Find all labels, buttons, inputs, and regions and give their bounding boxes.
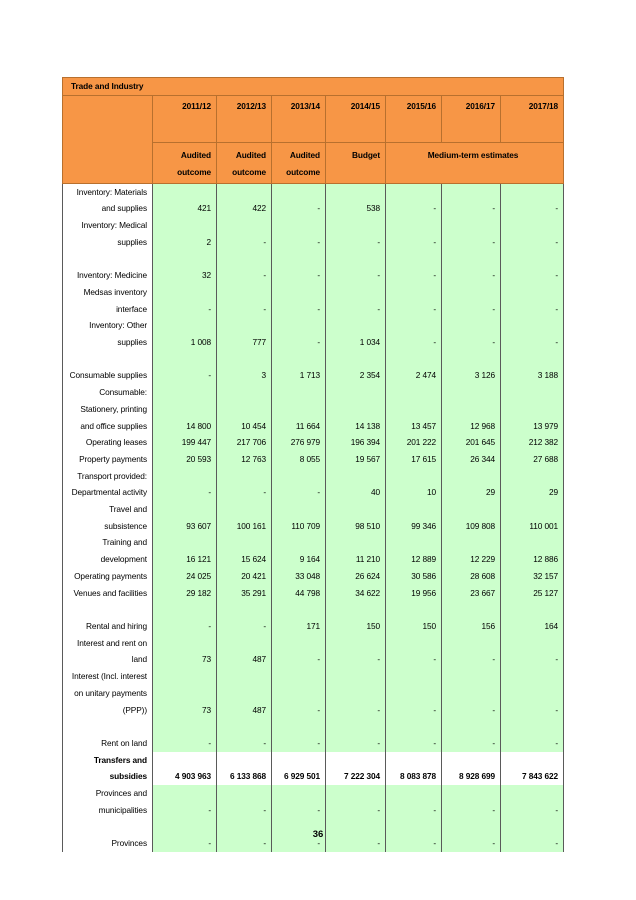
audited-outcome-header: Audited outcome (217, 142, 272, 183)
value-cell: - (442, 251, 501, 284)
value-cell: 29 (442, 468, 501, 501)
value-cell: 276 979 (272, 434, 326, 451)
year-header: 2011/12 (153, 95, 217, 142)
value-cell: - (326, 785, 386, 818)
value-cell: - (217, 251, 272, 284)
value-cell: - (272, 468, 326, 501)
value-cell: - (386, 668, 442, 718)
table-row (63, 668, 564, 718)
row-label: Transfers and subsidies (63, 752, 153, 785)
value-cell: - (272, 217, 326, 250)
value-cell: 9 164 (272, 534, 326, 567)
table-row (63, 718, 564, 751)
row-label: Inventory: Medicine (63, 251, 153, 284)
row-label: Operating payments (63, 568, 153, 585)
value-cell: - (501, 785, 564, 818)
value-cell: 4 903 963 (153, 752, 217, 785)
row-label: Interest (Incl. interest on unitary payments (PPP)) (63, 668, 153, 718)
table-row (63, 752, 564, 785)
value-cell: - (217, 818, 272, 851)
table-title-row (63, 78, 564, 96)
value-cell: 73 (153, 668, 217, 718)
table-title: Trade and Industry (63, 78, 564, 96)
value-cell: - (153, 601, 217, 634)
value-cell: - (326, 668, 386, 718)
row-label: Travel and subsistence (63, 501, 153, 534)
value-cell: 19 956 (386, 585, 442, 602)
value-cell: 1 034 (326, 317, 386, 350)
value-cell: 8 928 699 (442, 752, 501, 785)
value-cell: 212 382 (501, 434, 564, 451)
row-label: Property payments (63, 451, 153, 468)
value-cell: 217 706 (217, 434, 272, 451)
value-cell: 11 664 (272, 384, 326, 434)
value-cell: - (442, 635, 501, 668)
value-cell: 196 394 (326, 434, 386, 451)
audited-outcome-header: Audited outcome (272, 142, 326, 183)
value-cell: - (386, 317, 442, 350)
value-cell: 12 763 (217, 451, 272, 468)
table-row (63, 501, 564, 534)
value-cell: - (326, 251, 386, 284)
value-cell: 12 886 (501, 534, 564, 567)
value-cell: 156 (442, 601, 501, 634)
value-cell: 150 (326, 601, 386, 634)
value-cell: 10 (386, 468, 442, 501)
year-header: 2013/14 (272, 95, 326, 142)
value-cell: 8 083 878 (386, 752, 442, 785)
table-row (63, 468, 564, 501)
value-cell: - (326, 635, 386, 668)
value-cell: 538 (326, 183, 386, 217)
value-cell: 7 222 304 (326, 752, 386, 785)
page-number: 36 (312, 829, 324, 840)
value-cell: 487 (217, 668, 272, 718)
value-cell: 33 048 (272, 568, 326, 585)
value-cell: - (217, 601, 272, 634)
value-cell: - (386, 284, 442, 317)
value-cell: - (272, 183, 326, 217)
value-cell: 30 586 (386, 568, 442, 585)
value-cell: - (501, 668, 564, 718)
value-cell: - (442, 785, 501, 818)
value-cell: - (272, 718, 326, 751)
value-cell: - (272, 284, 326, 317)
value-cell: 12 889 (386, 534, 442, 567)
value-cell: - (217, 217, 272, 250)
table-row (63, 284, 564, 317)
value-cell: - (386, 183, 442, 217)
row-label: Operating leases (63, 434, 153, 451)
row-label: Inventory: Medical supplies (63, 217, 153, 250)
value-cell: 40 (326, 468, 386, 501)
value-cell: 32 (153, 251, 217, 284)
row-label: Rental and hiring (63, 601, 153, 634)
value-cell: 23 667 (442, 585, 501, 602)
row-label: Transport provided: Departmental activity (63, 468, 153, 501)
row-label: Consumable: Stationery, printing and office supplies (63, 384, 153, 434)
audited-outcome-header: Audited outcome (153, 142, 217, 183)
value-cell: 201 222 (386, 434, 442, 451)
value-cell: - (442, 284, 501, 317)
value-cell: - (442, 668, 501, 718)
value-cell: 26 624 (326, 568, 386, 585)
value-cell: 150 (386, 601, 442, 634)
value-cell: - (153, 818, 217, 851)
budget-table (62, 77, 564, 852)
row-label: Venues and facilities (63, 585, 153, 602)
value-cell: 110 709 (272, 501, 326, 534)
value-cell: 14 800 (153, 384, 217, 434)
table-row (63, 183, 564, 217)
value-cell: - (501, 284, 564, 317)
row-label: Provinces and municipalities (63, 785, 153, 818)
value-cell: - (501, 718, 564, 751)
value-cell: - (501, 317, 564, 350)
table-row (63, 384, 564, 434)
value-cell: 2 354 (326, 351, 386, 384)
value-cell: 12 229 (442, 534, 501, 567)
row-label: Inventory: Materials and supplies (63, 183, 153, 217)
value-cell: - (217, 785, 272, 818)
table-row (63, 585, 564, 602)
value-cell: 13 457 (386, 384, 442, 434)
value-cell: 8 055 (272, 451, 326, 468)
row-label: Consumable supplies (63, 351, 153, 384)
year-header-row (63, 95, 564, 142)
table-row (63, 317, 564, 350)
value-cell: 73 (153, 635, 217, 668)
value-cell: 34 622 (326, 585, 386, 602)
value-cell: 29 (501, 468, 564, 501)
value-cell: 100 161 (217, 501, 272, 534)
table-row (63, 785, 564, 818)
value-cell: 3 188 (501, 351, 564, 384)
value-cell: - (272, 785, 326, 818)
value-cell: - (272, 317, 326, 350)
value-cell: - (153, 718, 217, 751)
value-cell: 98 510 (326, 501, 386, 534)
value-cell: 12 968 (442, 384, 501, 434)
table-row (63, 451, 564, 468)
value-cell: 24 025 (153, 568, 217, 585)
value-cell: - (442, 818, 501, 851)
value-cell: 199 447 (153, 434, 217, 451)
value-cell: 2 474 (386, 351, 442, 384)
table-row (63, 217, 564, 250)
value-cell: - (153, 284, 217, 317)
value-cell: - (386, 635, 442, 668)
table-row (63, 635, 564, 668)
value-cell: - (501, 635, 564, 668)
value-cell: - (501, 217, 564, 250)
value-cell: - (386, 785, 442, 818)
value-cell: - (386, 818, 442, 851)
value-cell: 487 (217, 635, 272, 668)
table-row (63, 251, 564, 284)
value-cell: 20 593 (153, 451, 217, 468)
year-header: 2012/13 (217, 95, 272, 142)
value-cell: 15 624 (217, 534, 272, 567)
value-cell: 13 979 (501, 384, 564, 434)
value-cell: 20 421 (217, 568, 272, 585)
value-cell: 99 346 (386, 501, 442, 534)
value-cell: 2 (153, 217, 217, 250)
year-header: 2016/17 (442, 95, 501, 142)
row-label: Medsas inventory interface (63, 284, 153, 317)
value-cell: 29 182 (153, 585, 217, 602)
value-cell: 3 (217, 351, 272, 384)
value-cell: - (153, 785, 217, 818)
table-row (63, 601, 564, 634)
value-cell: 1 713 (272, 351, 326, 384)
value-cell: - (326, 818, 386, 851)
value-cell: 6 133 868 (217, 752, 272, 785)
value-cell: - (386, 217, 442, 250)
table-row (63, 568, 564, 585)
value-cell: 171 (272, 601, 326, 634)
value-cell: 93 607 (153, 501, 217, 534)
value-cell: - (217, 284, 272, 317)
value-cell: - (272, 251, 326, 284)
value-cell: - (501, 183, 564, 217)
value-cell: 17 615 (386, 451, 442, 468)
value-cell: - (501, 251, 564, 284)
value-cell: 422 (217, 183, 272, 217)
value-cell: 777 (217, 317, 272, 350)
row-label: Provinces (63, 818, 153, 851)
value-cell: 110 001 (501, 501, 564, 534)
year-header: 2015/16 (386, 95, 442, 142)
medium-term-estimates-header: Medium-term estimates (386, 142, 564, 183)
value-cell: 7 843 622 (501, 752, 564, 785)
row-label: Rent on land (63, 718, 153, 751)
value-cell: - (326, 284, 386, 317)
value-cell: - (272, 635, 326, 668)
value-cell: - (326, 217, 386, 250)
value-cell: 109 808 (442, 501, 501, 534)
value-cell: 16 121 (153, 534, 217, 567)
value-cell: 26 344 (442, 451, 501, 468)
row-label: Interest and rent on land (63, 635, 153, 668)
value-cell: - (442, 718, 501, 751)
row-label: Inventory: Other supplies (63, 317, 153, 350)
header-blank-cell (63, 95, 153, 183)
value-cell: 6 929 501 (272, 752, 326, 785)
year-header: 2017/18 (501, 95, 564, 142)
table-row (63, 534, 564, 567)
value-cell: - (217, 468, 272, 501)
value-cell: - (217, 718, 272, 751)
table-row (63, 351, 564, 384)
value-cell: - (272, 818, 326, 851)
value-cell: - (442, 317, 501, 350)
value-cell: 11 210 (326, 534, 386, 567)
value-cell: - (153, 351, 217, 384)
value-cell: - (501, 818, 564, 851)
value-cell: 3 126 (442, 351, 501, 384)
value-cell: 421 (153, 183, 217, 217)
value-cell: - (386, 718, 442, 751)
value-cell: - (272, 668, 326, 718)
value-cell: 10 454 (217, 384, 272, 434)
value-cell: - (153, 468, 217, 501)
row-label: Training and development (63, 534, 153, 567)
value-cell: 27 688 (501, 451, 564, 468)
value-cell: 1 008 (153, 317, 217, 350)
value-cell: 35 291 (217, 585, 272, 602)
value-cell: - (386, 251, 442, 284)
value-cell: 19 567 (326, 451, 386, 468)
value-cell: 25 127 (501, 585, 564, 602)
value-cell: - (442, 183, 501, 217)
value-cell: 28 608 (442, 568, 501, 585)
value-cell: 164 (501, 601, 564, 634)
value-cell: - (326, 718, 386, 751)
table-row (63, 434, 564, 451)
year-header: 2014/15 (326, 95, 386, 142)
budget-header: Budget (326, 142, 386, 183)
value-cell: 201 645 (442, 434, 501, 451)
value-cell: 14 138 (326, 384, 386, 434)
value-cell: 32 157 (501, 568, 564, 585)
value-cell: - (442, 217, 501, 250)
value-cell: 44 798 (272, 585, 326, 602)
